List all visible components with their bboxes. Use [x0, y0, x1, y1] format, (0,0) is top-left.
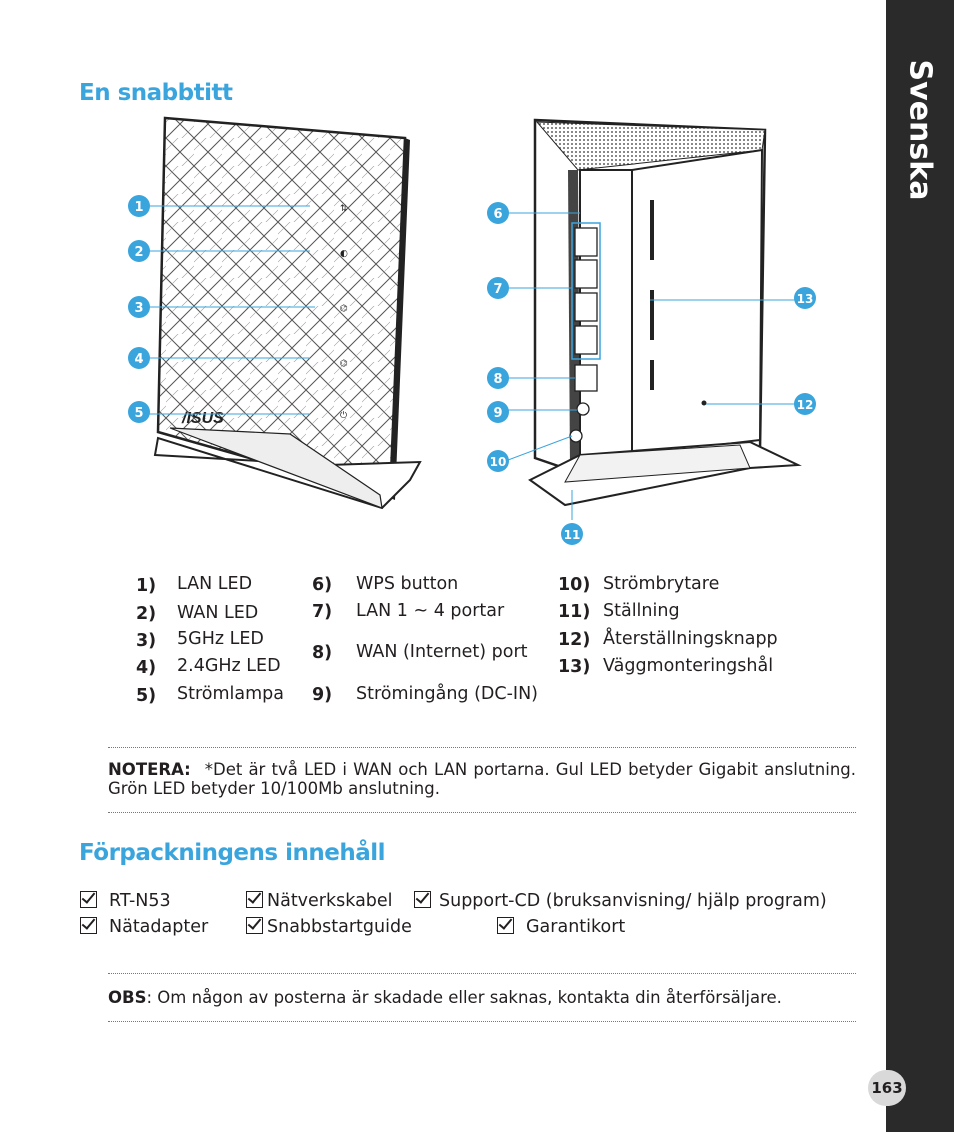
svg-text:⌬: ⌬ — [340, 304, 348, 314]
callout-6 — [487, 202, 509, 224]
callout-1 — [128, 195, 150, 217]
svg-text:3: 3 — [134, 301, 144, 316]
callout-4 — [128, 347, 150, 369]
svg-text:12: 12 — [796, 398, 814, 412]
callout-12 — [794, 393, 816, 415]
obs-label: OBS — [108, 988, 147, 1007]
obs-text: : Om någon av posterna är skadade eller saknas, kontakta din återförsäljare. — [146, 988, 782, 1007]
divider — [108, 973, 856, 974]
package-item: Snabbstartguide — [246, 917, 412, 937]
checkbox-icon — [80, 891, 97, 908]
divider — [108, 812, 856, 813]
svg-text:⌬: ⌬ — [340, 359, 348, 369]
checkbox-icon — [246, 917, 263, 934]
asus-logo: /ISUS — [182, 410, 224, 427]
package-item: RT-N53 — [80, 891, 171, 911]
callout-13 — [794, 287, 816, 309]
svg-text:10: 10 — [489, 455, 507, 469]
note-label: NOTERA: — [108, 760, 191, 779]
svg-text:4: 4 — [134, 352, 144, 367]
svg-text:5: 5 — [134, 406, 144, 421]
callout-7 — [487, 277, 509, 299]
package-item: Nätadapter — [80, 917, 208, 937]
callout-3 — [128, 296, 150, 318]
checkbox-icon — [80, 917, 97, 934]
router-figure — [110, 110, 830, 560]
divider — [108, 747, 856, 748]
router-side-view — [530, 120, 798, 505]
package-heading: Förpackningens innehåll — [79, 840, 385, 866]
router-front-view — [155, 118, 420, 508]
svg-text:◐: ◐ — [340, 249, 348, 259]
callout-5 — [128, 401, 150, 423]
callout-9 — [487, 401, 509, 423]
callout-10 — [487, 450, 509, 472]
divider — [108, 1021, 856, 1022]
svg-text:13: 13 — [796, 292, 814, 306]
svg-text:11: 11 — [563, 528, 581, 542]
checkbox-icon — [414, 891, 431, 908]
obs-paragraph — [108, 988, 782, 1007]
callout-11 — [561, 523, 583, 545]
checkbox-icon — [246, 891, 263, 908]
svg-text:1: 1 — [134, 200, 144, 215]
quick-look-heading: En snabbtitt — [79, 80, 233, 106]
svg-text:6: 6 — [493, 207, 503, 222]
language-side-label: Svenska — [902, 59, 938, 201]
callout-8 — [487, 367, 509, 389]
svg-text:7: 7 — [493, 282, 503, 297]
svg-text:8: 8 — [493, 372, 503, 387]
svg-text:⇅: ⇅ — [340, 204, 348, 214]
package-item: Garantikort — [497, 917, 625, 937]
package-item: Support-CD (bruksanvisning/ hjälp program) — [414, 891, 827, 911]
svg-text:2: 2 — [134, 245, 144, 260]
page-number: 163 — [868, 1070, 906, 1106]
svg-text:⏻: ⏻ — [340, 411, 348, 421]
checkbox-icon — [497, 917, 514, 934]
note-text: *Det är två LED i WAN och LAN portarna. Gul LED betyder Gigabit anslutning. Grön LED betyder 10/100Mb anslutning. — [108, 760, 856, 798]
note-paragraph — [108, 760, 856, 798]
callout-2 — [128, 240, 150, 262]
package-item: Nätverkskabel — [246, 891, 393, 911]
svg-text:9: 9 — [493, 406, 503, 421]
